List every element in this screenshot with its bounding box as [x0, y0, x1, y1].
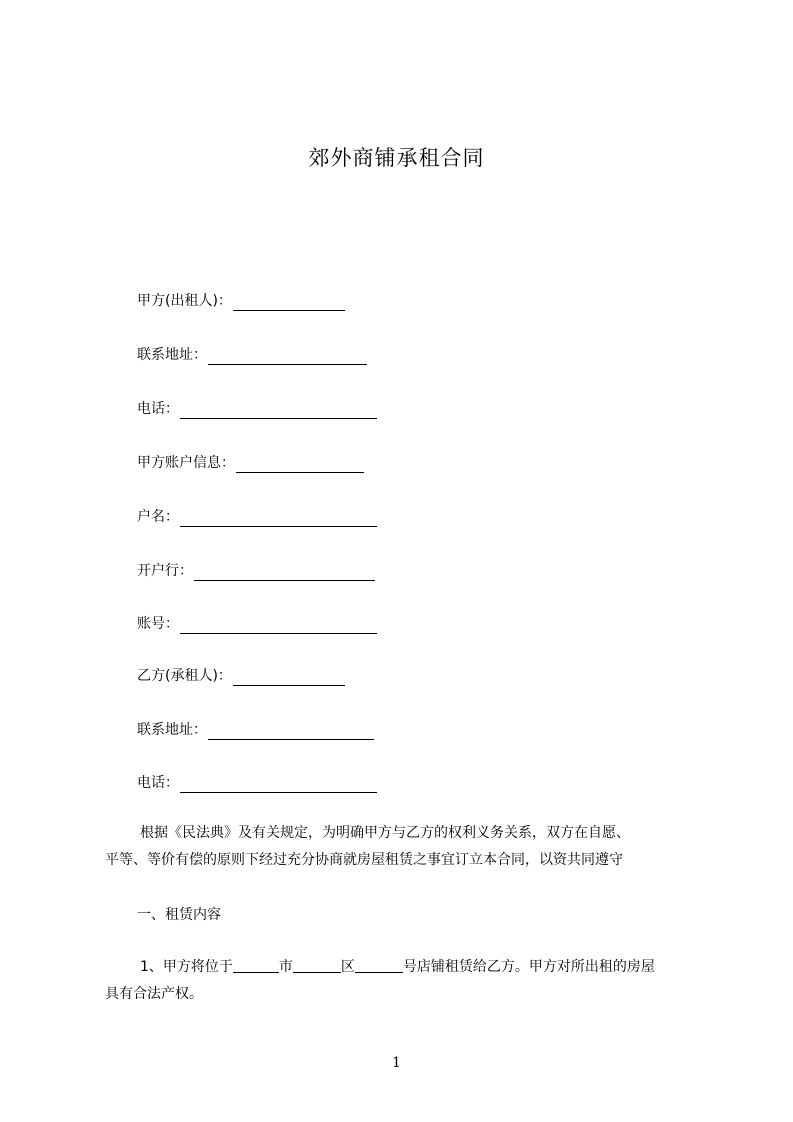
lessor-account-info-field	[137, 453, 364, 473]
lessee-name-field	[137, 666, 345, 686]
lessor-phone-blank[interactable]	[180, 403, 377, 419]
bank-label: 开户行：	[137, 563, 193, 579]
lessor-account-info-label: 甲方账户信息：	[137, 455, 235, 471]
lessor-address-field	[137, 345, 367, 365]
lessor-phone-field	[137, 399, 377, 419]
bank-blank[interactable]	[194, 565, 375, 581]
account-number-field	[137, 614, 377, 634]
lessee-phone-blank[interactable]	[180, 777, 377, 793]
district-suffix: 区	[340, 959, 355, 975]
lessor-phone-label: 电话：	[137, 401, 179, 417]
lessee-address-blank[interactable]	[208, 724, 374, 740]
account-holder-label: 户名：	[137, 509, 179, 525]
preamble-paragraph	[105, 820, 715, 874]
lessee-name-label: 乙方(承租人)：	[137, 668, 232, 684]
lessor-name-blank[interactable]	[233, 295, 345, 311]
shop-number-blank[interactable]	[355, 957, 403, 973]
lessor-account-info-blank[interactable]	[236, 457, 364, 473]
lessee-name-blank[interactable]	[233, 670, 345, 686]
clause-1-rest: 号店铺租赁给乙方。甲方对所出租的房屋	[402, 959, 655, 975]
lessor-address-label: 联系地址：	[137, 347, 207, 363]
clause-1-line-2: 具有合法产权。	[105, 986, 203, 1002]
clause-1-paragraph	[105, 954, 715, 1008]
lessee-phone-label: 电话：	[137, 775, 179, 791]
city-blank[interactable]	[233, 957, 279, 973]
bank-field	[137, 561, 375, 581]
preamble-line-2: 平等、等价有偿的原则下经过充分协商就房屋租赁之事宜订立本合同，以资共同遵守	[105, 852, 623, 868]
clause-1-prefix: 1、甲方将位于	[140, 959, 233, 975]
lessee-address-field	[137, 720, 374, 740]
lessee-phone-field	[137, 773, 377, 793]
account-number-label: 账号：	[137, 616, 179, 632]
lessee-address-label: 联系地址：	[137, 722, 207, 738]
city-suffix: 市	[278, 959, 293, 975]
page-number: 1	[392, 1055, 401, 1071]
document-title: 郊外商铺承租合同	[308, 146, 485, 170]
lessor-name-label: 甲方(出租人)：	[137, 293, 232, 309]
district-blank[interactable]	[293, 957, 341, 973]
preamble-line-1: 根据《民法典》及有关规定，为明确甲方与乙方的权利义务关系，双方在自愿、	[140, 825, 630, 841]
lessor-name-field	[137, 291, 345, 311]
clause-1-line-1	[105, 954, 715, 981]
account-holder-blank[interactable]	[180, 511, 377, 527]
account-number-blank[interactable]	[180, 618, 377, 634]
section-heading-lease-content: 一、租赁内容	[137, 907, 221, 923]
lessor-address-blank[interactable]	[208, 349, 367, 365]
account-holder-field	[137, 507, 377, 527]
